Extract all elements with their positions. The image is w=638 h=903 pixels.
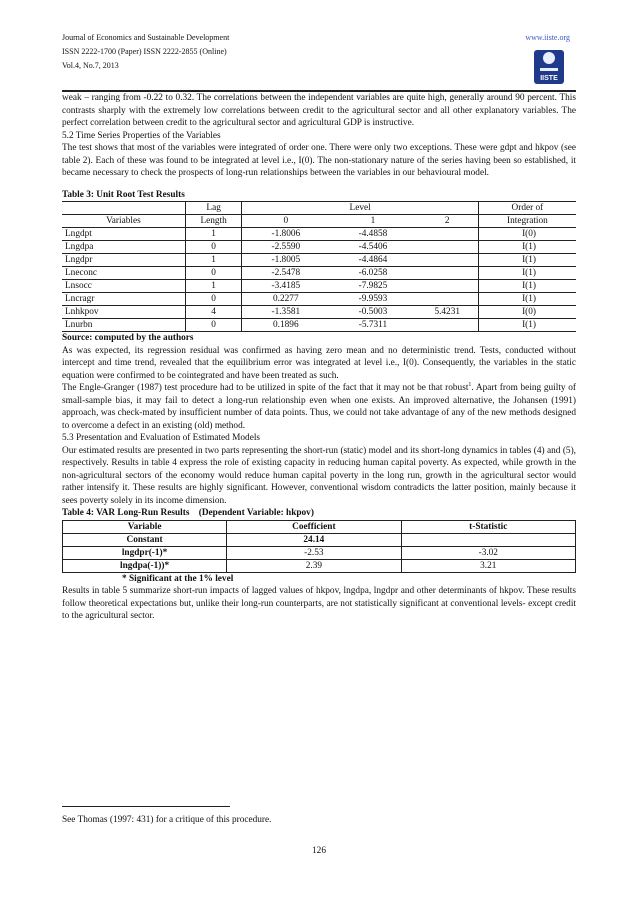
table-row [63, 559, 576, 572]
paragraph-time-series: The test shows that most of the variables were integrated of order one. There were only two exceptions. These were gdpt and hkpov (see table 2). Each of these was found to be integrated at level i.e., I(0). The non-stationary nature of the series having been so established, it became necessary to check the prospects of long-run relationships between the variables in our behavioural model. [62, 143, 576, 178]
iiste-logo [532, 46, 566, 86]
cell-variable: Lncragr [62, 293, 185, 306]
cell-level-1: -6.0258 [329, 267, 416, 280]
table-row [62, 267, 576, 280]
journal-title: Journal of Economics and Sustainable Development [62, 33, 230, 42]
cell-variable: Lneconc [62, 267, 185, 280]
page-number: 126 [312, 846, 326, 856]
paragraph-estimated-results: Our estimated results are presented in two parts representing the short-run (static) model and its short-long dynamics in tables (4) and (5), respectively. Results in table 4 express the role of existing capacity in reducing human capital poverty. As expected, while growth in the non-agricultural sectors of the economy would reduce human capital poverty in the long run, growth in the agricultural sector would rather intensify it. These results are highly significant. However, conventional wisdom contradicts the latter position, mainly because it sees poverty solely in its income dimension. [62, 445, 576, 506]
cell-order: I(1) [478, 267, 576, 280]
cell-order: I(0) [478, 228, 576, 241]
th-level: Level [242, 202, 478, 215]
cell-lag: 4 [185, 306, 242, 319]
eg-text-b: . Apart from being guilty of small-sample bias, it may fail to detect a long-run relationship even when one exists. An improved alternative, the Johansen (1991) approach, was check-mated by insufficient number of data points. Thus, we could not take advantage of any of the new methods designed to overcome a defect in an existing (old) method. [62, 383, 577, 431]
cell-variable: Lnurbn [62, 319, 185, 332]
cell-lag: 1 [185, 254, 242, 267]
th-integration: Integration [478, 215, 576, 228]
cell-level-1: -7.9825 [329, 280, 416, 293]
cell-variable: lngdpr(-1)* [63, 546, 227, 559]
cell-level-1: -9.9593 [329, 293, 416, 306]
table-row [62, 280, 576, 293]
cell-tstatistic: -3.02 [401, 546, 575, 559]
cell-lag: 1 [185, 228, 242, 241]
cell-level-2 [417, 254, 479, 267]
section-heading-5-3: 5.3 Presentation and Evaluation of Estimated Models [62, 433, 261, 443]
issn-line: ISSN 2222-1700 (Paper) ISSN 2222-2855 (Online) [62, 47, 227, 56]
cell-level-1: -4.4858 [329, 228, 416, 241]
cell-variable: Lngdpt [62, 228, 185, 241]
cell-order: I(1) [478, 254, 576, 267]
cell-order: I(1) [478, 241, 576, 254]
cell-variable: Lnsocc [62, 280, 185, 293]
cell-lag: 1 [185, 280, 242, 293]
table-row [62, 293, 576, 306]
cell-lag: 0 [185, 267, 242, 280]
table-row [62, 254, 576, 267]
paragraph-correlations: weak – ranging from -0.22 to 0.32. The correlations between the independent variables are quite high, generally around 90 percent. This contrasts sharply with the extremely low correlations between credit to the agricultural sector and all other explanatory variables. The perfect correlation between credit to the agricultural sector and agricultural GDP is instructive. [62, 93, 576, 128]
cell-level-0: -2.5590 [242, 241, 329, 254]
footnote-ref[interactable]: 1 [468, 381, 472, 388]
cell-coefficient: -2.53 [227, 546, 401, 559]
th-coefficient: Coefficient [227, 520, 401, 533]
journal-url-link[interactable]: www.iiste.org [525, 33, 570, 42]
table-row [63, 546, 576, 559]
table-row [62, 306, 576, 319]
cell-level-1: -0.5003 [329, 306, 416, 319]
cell-lag: 0 [185, 319, 242, 332]
cell-coefficient: 24.14 [227, 533, 401, 546]
cell-level-0: -1.8006 [242, 228, 329, 241]
cell-level-2: 5.4231 [417, 306, 479, 319]
logo-text: IISTE [540, 75, 558, 82]
cell-order: I(1) [478, 319, 576, 332]
cell-lag: 0 [185, 241, 242, 254]
th-level-0: 0 [242, 215, 329, 228]
cell-level-0: -1.8005 [242, 254, 329, 267]
cell-order: I(1) [478, 280, 576, 293]
cell-level-2 [417, 241, 479, 254]
th-variable: Variable [63, 520, 227, 533]
cell-order: I(0) [478, 306, 576, 319]
paragraph-engle-granger [62, 382, 576, 432]
th-order: Order of [478, 202, 576, 215]
table-row [62, 228, 576, 241]
paragraph-residual: As was expected, its regression residual was confirmed as having zero mean and no deterministic trend. Tests, conducted without intercept and time trend, revealed that the equilibrium error was integrated at level i.e., I(0). Consequently, the variables in the static equation were confirmed to be cointegrated and have been treated as such. [62, 345, 576, 381]
cell-level-0: -3.4185 [242, 280, 329, 293]
cell-level-0: 0.2277 [242, 293, 329, 306]
cell-variable: Constant [63, 533, 227, 546]
th-level-1: 1 [329, 215, 416, 228]
cell-level-2 [417, 267, 479, 280]
table4-note: * Significant at the 1% level [122, 573, 234, 584]
cell-level-2 [417, 319, 479, 332]
table3-unit-root [62, 201, 576, 332]
table3-caption: Table 3: Unit Root Test Results [62, 189, 185, 200]
th-variables: Variables [62, 215, 185, 228]
cell-order: I(1) [478, 293, 576, 306]
cell-variable: lngdpa(-1))* [63, 559, 227, 572]
cell-level-0: -2.5478 [242, 267, 329, 280]
page-body [62, 92, 576, 623]
cell-level-1: -4.5406 [329, 241, 416, 254]
table-row [63, 533, 576, 546]
cell-tstatistic: 3.21 [401, 559, 575, 572]
footnote-text: See Thomas (1997: 431) for a critique of this procedure. [62, 815, 272, 825]
cell-level-2 [417, 280, 479, 293]
footnote-rule [62, 806, 230, 807]
th-lag: Lag [185, 202, 242, 215]
cell-level-2 [417, 228, 479, 241]
th-length: Length [185, 215, 242, 228]
cell-level-1: -5.7311 [329, 319, 416, 332]
th-level-2: 2 [417, 215, 479, 228]
cell-variable: Lngdpa [62, 241, 185, 254]
cell-variable: Lngdpr [62, 254, 185, 267]
table3-source: Source: computed by the authors [62, 333, 194, 343]
cell-level-0: -1.3581 [242, 306, 329, 319]
cell-coefficient: 2.39 [227, 559, 401, 572]
cell-variable: Lnhkpov [62, 306, 185, 319]
cell-level-2 [417, 293, 479, 306]
cell-level-1: -4.4864 [329, 254, 416, 267]
table-row [62, 319, 576, 332]
table4-caption: Table 4: VAR Long-Run Results (Dependent Variable: hkpov) [62, 508, 314, 518]
paragraph-short-run: Results in table 5 summarize short-run impacts of lagged values of hkpov, lngdpa, lngdpr and other determinants of hkpov. These results follow theoretical expectations but, unlike their long-run counterparts, are not statistically significant at conventional levels- except credit to the agricultural sector. [62, 586, 576, 621]
th-tstatistic: t-Statistic [401, 520, 575, 533]
volume-line: Vol.4, No.7, 2013 [62, 61, 119, 70]
eg-text-a: The Engle-Granger (1987) test procedure had to be utilized in spite of the fact that it may not be that robust [62, 383, 469, 393]
section-heading-5-2: 5.2 Time Series Properties of the Variables [62, 130, 221, 141]
table4-var-long-run [62, 520, 576, 573]
cell-tstatistic [401, 533, 575, 546]
cell-level-0: 0.1896 [242, 319, 329, 332]
cell-lag: 0 [185, 293, 242, 306]
table-row [62, 241, 576, 254]
